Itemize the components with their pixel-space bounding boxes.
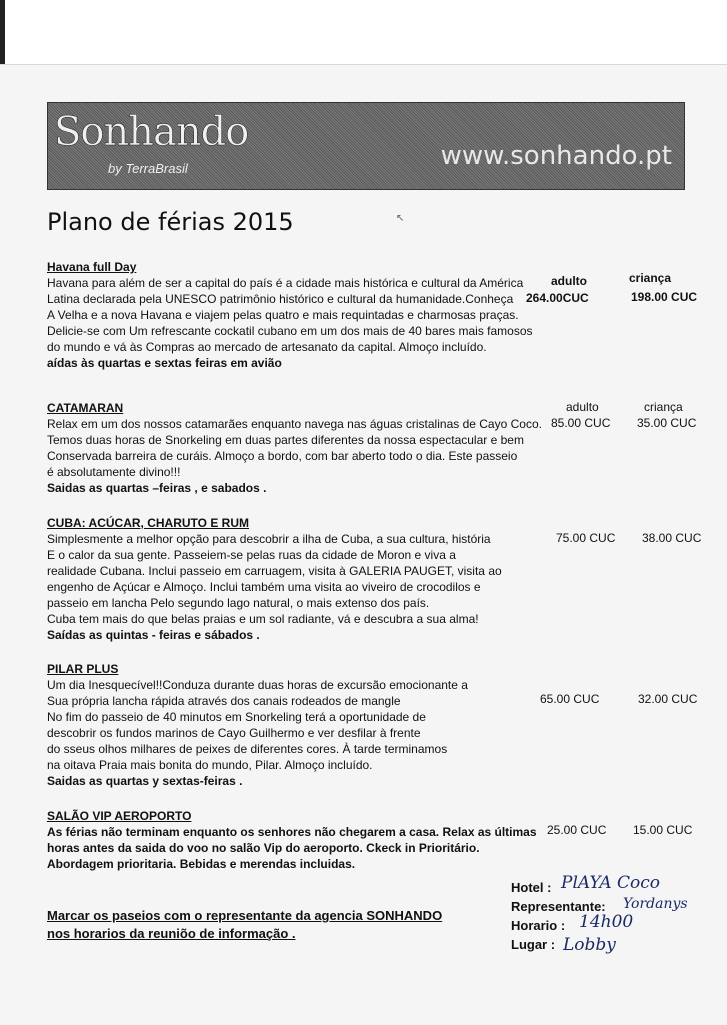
tour-days: Saídas as quintas - feiras e sábados .: [47, 628, 260, 642]
time-value: 14h00: [579, 912, 634, 932]
tour-desc-line: do mundo e vá às Compras ao mercado de artesanato da capital. Almoço incluído.: [47, 340, 487, 354]
banner-url: www.sonhando.pt: [440, 141, 672, 171]
tour-title: CUBA: ACÚCAR, CHARUTO E RUM: [47, 516, 249, 530]
page-title: Plano de férias 2015: [47, 208, 294, 236]
tour-desc-line: Temos duas horas de Snorkeling em duas partes diferentes da nossa espectacular e bem: [47, 433, 524, 447]
tour-desc-line: Delicie-se com Um refrescante cockatil cubano em um dos mais de 40 bares mais famosos: [47, 324, 533, 338]
tour-desc-line: passeio em lancha Pelo segundo lago natural, o mais extenso dos país.: [47, 596, 430, 610]
tour-days: Saidas as quartas y sextas-feiras .: [47, 774, 243, 788]
tour-desc-line: A Velha e a nova Havana e viajem pelas quatro e mais requintadas e charmosas praças.: [47, 308, 519, 322]
tour-desc-line: descobrir os fundos marinos de Cayo Guilhermo e ver desfilar à frente: [47, 726, 421, 740]
tour-salao-vip: [47, 808, 707, 872]
tour-days: Saidas as quartas –feiras , e sabados .: [47, 481, 267, 495]
tour-desc-line: Sua própria lancha rápida através dos canais rodeados de mangle: [47, 694, 401, 708]
place-value: Lobby: [563, 935, 616, 955]
tour-desc-line: Havana para além de ser a capital do país é a cidade mais histórica e cultural da América: [47, 276, 524, 290]
tour-desc-line: Um dia Inesquecível!!Conduza durante duas horas de excursão emocionante a: [47, 678, 468, 692]
booking-line: Marcar os paseios com o representante da agencia SONHANDO: [47, 908, 443, 923]
scan-edge: [0, 0, 5, 64]
child-price: 38.00 CUC: [642, 531, 702, 545]
tour-desc-line: horas antes da saida do voo no salão Vip do aeroporto. Ckeck in Prioritário.: [47, 841, 480, 855]
hotel-value: PlAYA Coco: [561, 873, 661, 893]
tour-havana: [47, 259, 707, 371]
tour-desc-line: Latina declarada pela UNESCO patrimônio histórico e cultural da humanidade.Conheça: [47, 292, 514, 306]
child-price: 15.00 CUC: [633, 823, 693, 837]
place-label: Lugar :: [511, 937, 556, 952]
place-row: [511, 937, 711, 956]
child-price: 198.00 CUC: [631, 290, 698, 304]
hotel-label: Hotel :: [511, 880, 552, 895]
time-label: Horario :: [511, 918, 566, 933]
tour-desc-line: na oitava Praia mais bonita do mundo, Pilar. Almoço incluído.: [47, 758, 373, 772]
child-label: criança: [644, 400, 683, 414]
header-banner: [47, 102, 685, 190]
tour-desc-line: No fim do passeio de 40 minutos em Snorkeling terá a oportunidade de: [47, 710, 426, 724]
sonhando-logo: Sonhando: [54, 109, 249, 155]
child-price: 32.00 CUC: [638, 692, 698, 706]
child-label: criança: [629, 271, 672, 285]
hotel-info: [511, 873, 711, 956]
representative-label: Representante:: [511, 899, 606, 914]
tour-desc-line: Simplesmente a melhor opção para descobrir a ilha de Cuba, a sua cultura, história: [47, 532, 491, 546]
tour-title: Havana full Day: [47, 260, 137, 274]
adult-price: 264.00CUC: [526, 291, 589, 305]
tour-title: PILAR PLUS: [47, 662, 119, 676]
adult-label: adulto: [551, 274, 587, 288]
stray-mark: ↖: [396, 213, 405, 224]
tour-title: CATAMARAN: [47, 401, 124, 415]
adult-price: 65.00 CUC: [540, 692, 600, 706]
logo-subtitle: by TerraBrasil: [108, 161, 188, 176]
child-price: 35.00 CUC: [637, 416, 697, 430]
tour-title: SALÃO VIP AEROPORTO: [47, 809, 192, 823]
tour-desc-line: Relax em um dos nossos catamarães enquanto navega nas águas cristalinas de Cayo Coco.: [47, 417, 542, 431]
scan-top-strip: [0, 0, 727, 64]
tour-desc-line: Abordagem prioritaria. Bebidas e merendas incluidas.: [47, 857, 356, 871]
tour-desc-line: realidade Cubana. Inclui passeio em carruagem, visita à GALERIA PAUGET, visita ao: [47, 564, 502, 578]
tour-catamaran: [47, 400, 707, 496]
adult-price: 85.00 CUC: [551, 416, 611, 430]
tour-desc-line: E o calor da sua gente. Passeiem-se pelas ruas da cidade de Moron e viva a: [47, 548, 456, 562]
representative-value: Yordanys: [623, 896, 688, 912]
tour-desc-line: As férias não terminam enquanto os senhores não chegarem a casa. Relax as últimas: [47, 825, 537, 839]
tour-desc-line: é absolutamente divino!!!: [47, 465, 181, 479]
tour-desc-line: do sseus olhos milhares de peixes de diferentes cores. À tarde terminamos: [47, 742, 448, 756]
adult-label: adulto: [566, 400, 599, 414]
tour-pilar-plus: [47, 661, 707, 789]
tour-desc-line: Cuba tem mais do que belas praias e um sol radiante, vá e descubra a sua alma!: [47, 612, 479, 626]
tour-desc-line: engenho de Açúcar e Almoço. Inclui também uma visita ao viveiro de crocodilos e: [47, 580, 481, 594]
tour-desc-line: Conservada barreira de curáis. Almoço a bordo, com bar aberto todo o dia. Este passeio: [47, 449, 518, 463]
booking-note: [47, 907, 442, 943]
adult-price: 75.00 CUC: [556, 531, 616, 545]
tour-days: aídas às quartas e sextas feiras em avião: [47, 356, 282, 370]
booking-line: nos horarios da reuniõo de informação .: [47, 926, 296, 941]
adult-price: 25.00 CUC: [547, 823, 607, 837]
